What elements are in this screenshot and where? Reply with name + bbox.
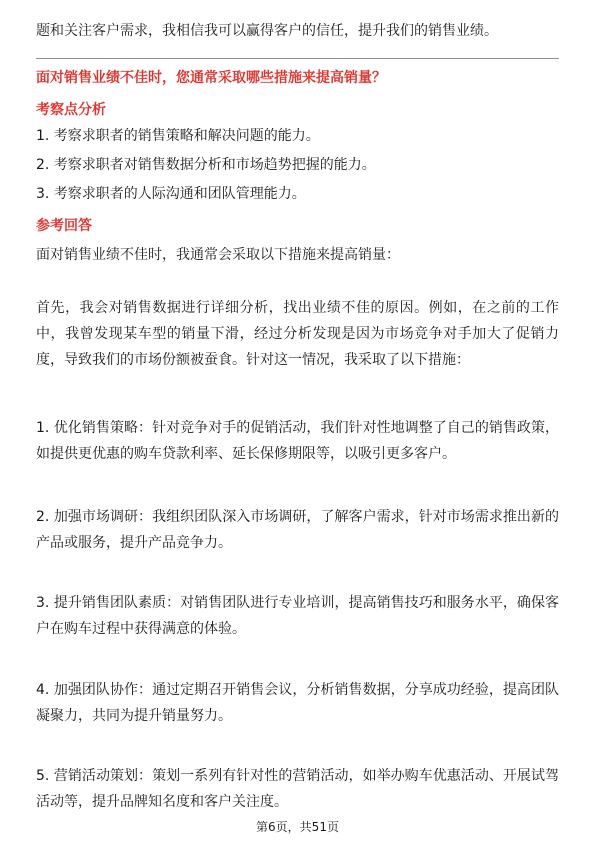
continued-paragraph-line: 题和关注客户需求，我相信我可以赢得客户的信任，提升我们的销售业绩。 [36,23,498,39]
analysis-item: 2. 考察求职者对销售数据分析和市场趋势把握的能力。 [36,157,376,173]
answer-point: 1. 优化销售策略：针对竞争对手的促销活动，我们针对性地调整了自己的销售政策，如提供更优惠的购车贷款利率、延长保修期限等，以吸引更多客户。 [36,420,559,462]
answer-point: 4. 加强团队协作：通过定期召开销售会议，分析销售数据，分享成功经验，提高团队凝聚力，共同为提升销量努力。 [36,682,559,724]
answer-point: 5. 营销活动策划：策划一系列有针对性的营销活动，如举办购车优惠活动、开展试驾活动等，提升品牌知名度和客户关注度。 [36,768,559,810]
page-footer: 第6页，共51页 [256,820,339,834]
analysis-item: 1. 考察求职者的销售策略和解决问题的能力。 [36,128,320,144]
analysis-item: 3. 考察求职者的人际沟通和团队管理能力。 [36,186,306,202]
answer-point: 3. 提升销售团队素质：对销售团队进行专业培训，提高销售技巧和服务水平，确保客户在购车过程中获得满意的体验。 [36,595,559,637]
answer-first-paragraph: 首先，我会对销售数据进行详细分析，找出业绩不佳的原因。例如，在之前的工作中，我曾发现某车型的销量下滑，经过分析发现是因为市场竞争对手加大了促销力度，导致我们的市场份额被蚕食。针对这一情况，我采取了以下措施： [36,300,559,368]
question-heading: 面对销售业绩不佳时，您通常采取哪些措施来提高销量？ [36,70,386,86]
analysis-heading: 考察点分析 [36,102,106,118]
answer-intro: 面对销售业绩不佳时，我通常会采取以下措施来提高销量： [36,247,400,263]
answer-heading: 参考回答 [36,218,92,234]
section-divider [36,58,559,59]
answer-point: 2. 加强市场调研：我组织团队深入市场调研，了解客户需求，针对市场需求推出新的产品或服务，提升产品竞争力。 [36,509,559,551]
